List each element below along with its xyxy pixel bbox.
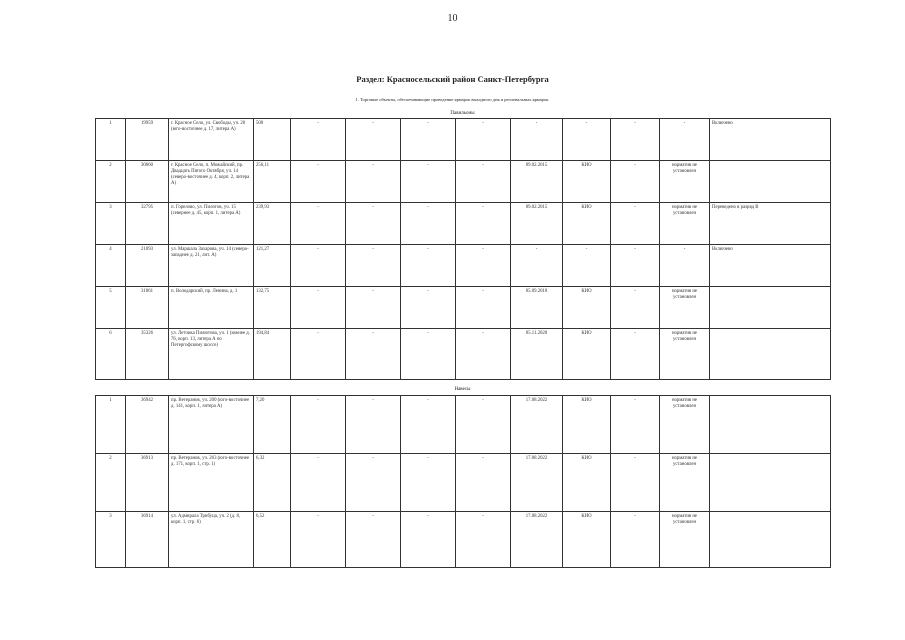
cell-col-5: - [291, 287, 346, 329]
cell-col-11: - [611, 119, 660, 161]
cell-row-number: 3 [96, 512, 126, 568]
cell-object-code: 36942 [126, 396, 169, 454]
cell-area: 121,27 [254, 245, 291, 287]
group-label-canopies: Навесы [454, 387, 471, 392]
cell-area: 6,52 [254, 512, 291, 568]
cell-address: пр. Ветеранов, уч. 200 (юго-восточнее д. 141, корп. 1, литера А) [169, 396, 254, 454]
cell-object-code: 31861 [126, 287, 169, 329]
cell-norm-status: норматив не установлен [660, 454, 710, 512]
cell-norm-status: норматив не установлен [660, 287, 710, 329]
cell-date: - [511, 119, 563, 161]
cell-note [710, 454, 831, 512]
cell-col-6: - [346, 287, 401, 329]
section-subtitle: 1. Торговые объекты, обеспечивающие проведение ярмарок выходного дня и региональных ярмарок. [355, 97, 550, 102]
pavilions-table [95, 118, 831, 380]
cell-col-5: - [291, 454, 346, 512]
cell-row-number: 1 [96, 119, 126, 161]
cell-col-8: - [456, 245, 511, 287]
cell-col-5: - [291, 161, 346, 203]
cell-col-7: - [401, 161, 456, 203]
cell-col-5: - [291, 329, 346, 380]
cell-col-11: - [611, 203, 660, 245]
table-row [96, 454, 831, 512]
cell-note: Включено [710, 245, 831, 287]
cell-area: 6,32 [254, 454, 291, 512]
cell-col-6: - [346, 396, 401, 454]
cell-area: 239,93 [254, 203, 291, 245]
cell-norm-status: норматив не установлен [660, 512, 710, 568]
cell-agency: КИО [563, 512, 611, 568]
cell-agency: КИО [563, 287, 611, 329]
page-number: 10 [447, 13, 458, 24]
cell-col-6: - [346, 329, 401, 380]
table-row [96, 119, 831, 161]
cell-note [710, 287, 831, 329]
cell-row-number: 2 [96, 161, 126, 203]
cell-col-11: - [611, 512, 660, 568]
cell-row-number: 4 [96, 245, 126, 287]
cell-note [710, 396, 831, 454]
cell-col-7: - [401, 245, 456, 287]
cell-address: ул. Летчика Пилютова, уч. 1 (южнее д. 76, корп. 13, литера А по Петергофскому шоссе) [169, 329, 254, 380]
cell-area: 256,11 [254, 161, 291, 203]
canopies-table [95, 395, 831, 568]
cell-object-code: 36913 [126, 454, 169, 512]
cell-col-8: - [456, 287, 511, 329]
cell-area: 7,20 [254, 396, 291, 454]
cell-norm-status: - [660, 119, 710, 161]
cell-object-code: 19959 [126, 119, 169, 161]
cell-date: 17.08.2022 [511, 512, 563, 568]
cell-note [710, 161, 831, 203]
cell-col-6: - [346, 161, 401, 203]
cell-object-code: 35326 [126, 329, 169, 380]
cell-col-11: - [611, 454, 660, 512]
cell-address: ул. Маршала Захарова, уч. 14 (северо-западнее д. 21, лит. А) [169, 245, 254, 287]
cell-col-8: - [456, 454, 511, 512]
cell-agency: - [563, 119, 611, 161]
table-row [96, 245, 831, 287]
cell-col-7: - [401, 512, 456, 568]
cell-object-code: 30660 [126, 161, 169, 203]
cell-date: 17.08.2022 [511, 396, 563, 454]
cell-col-7: - [401, 119, 456, 161]
cell-col-7: - [401, 454, 456, 512]
cell-address: ул. Адмирала Трибуца, уч. 2 (д. 8, корп. 1, стр. 6) [169, 512, 254, 568]
cell-col-5: - [291, 245, 346, 287]
cell-object-code: 36914 [126, 512, 169, 568]
cell-address: п. Володарский, пр. Ленина, д. 1 [169, 287, 254, 329]
cell-col-6: - [346, 454, 401, 512]
cell-norm-status: норматив не установлен [660, 396, 710, 454]
cell-agency: КИО [563, 161, 611, 203]
cell-col-6: - [346, 512, 401, 568]
table-row [96, 203, 831, 245]
cell-agency: КИО [563, 203, 611, 245]
cell-row-number: 3 [96, 203, 126, 245]
cell-agency: КИО [563, 396, 611, 454]
cell-col-5: - [291, 119, 346, 161]
section-title: Раздел: Красносельский район Санкт-Петербурга [356, 74, 549, 84]
cell-note: Переведено в разряд В [710, 203, 831, 245]
cell-col-5: - [291, 203, 346, 245]
cell-row-number: 1 [96, 396, 126, 454]
cell-col-7: - [401, 329, 456, 380]
cell-area: 500 [254, 119, 291, 161]
cell-agency: КИО [563, 329, 611, 380]
cell-col-8: - [456, 203, 511, 245]
table-row [96, 512, 831, 568]
cell-agency: - [563, 245, 611, 287]
cell-col-11: - [611, 287, 660, 329]
cell-date: 17.08.2022 [511, 454, 563, 512]
cell-col-5: - [291, 512, 346, 568]
cell-date: - [511, 245, 563, 287]
cell-row-number: 2 [96, 454, 126, 512]
cell-col-8: - [456, 329, 511, 380]
cell-address: п. Горелово, ул. Пилотов, уч. 15 (севернее д. 45, корп. 1, литера А) [169, 203, 254, 245]
cell-norm-status: норматив не установлен [660, 329, 710, 380]
cell-date: 09.02.2015 [511, 161, 563, 203]
cell-norm-status: - [660, 245, 710, 287]
cell-norm-status: норматив не установлен [660, 161, 710, 203]
cell-address: г. Красное Село, п. Можайский, пр. Двадцать Пятого Октября, уч. 14 (северо-восточнее д. 4, корп. 2, литера А) [169, 161, 254, 203]
cell-col-7: - [401, 396, 456, 454]
cell-row-number: 5 [96, 287, 126, 329]
table-row [96, 161, 831, 203]
table-row [96, 287, 831, 329]
cell-agency: КИО [563, 454, 611, 512]
cell-col-6: - [346, 203, 401, 245]
cell-object-code: 32795 [126, 203, 169, 245]
cell-col-6: - [346, 245, 401, 287]
cell-area: 194,84 [254, 329, 291, 380]
table-row [96, 329, 831, 380]
cell-note [710, 329, 831, 380]
cell-col-11: - [611, 245, 660, 287]
cell-col-7: - [401, 203, 456, 245]
cell-norm-status: норматив не установлен [660, 203, 710, 245]
cell-col-8: - [456, 396, 511, 454]
cell-col-8: - [456, 512, 511, 568]
cell-date: 05.09.2018 [511, 287, 563, 329]
cell-col-8: - [456, 119, 511, 161]
cell-address: пр. Ветеранов, уч. 263 (юго-восточнее д. 171, корп. 1, стр. 1) [169, 454, 254, 512]
cell-address: г. Красное Село, ул. Свободы, уч. 20 (юго-восточнее д. 17, литера А) [169, 119, 254, 161]
cell-col-11: - [611, 396, 660, 454]
cell-col-11: - [611, 329, 660, 380]
cell-row-number: 6 [96, 329, 126, 380]
group-label-pavilions: Павильоны [450, 111, 475, 116]
cell-date: 05.11.2020 [511, 329, 563, 380]
cell-col-8: - [456, 161, 511, 203]
cell-note: Включено [710, 119, 831, 161]
cell-area: 132,75 [254, 287, 291, 329]
cell-col-5: - [291, 396, 346, 454]
cell-date: 09.02.2015 [511, 203, 563, 245]
cell-note [710, 512, 831, 568]
cell-object-code: 21093 [126, 245, 169, 287]
table-row [96, 396, 831, 454]
cell-col-11: - [611, 161, 660, 203]
cell-col-6: - [346, 119, 401, 161]
cell-col-7: - [401, 287, 456, 329]
